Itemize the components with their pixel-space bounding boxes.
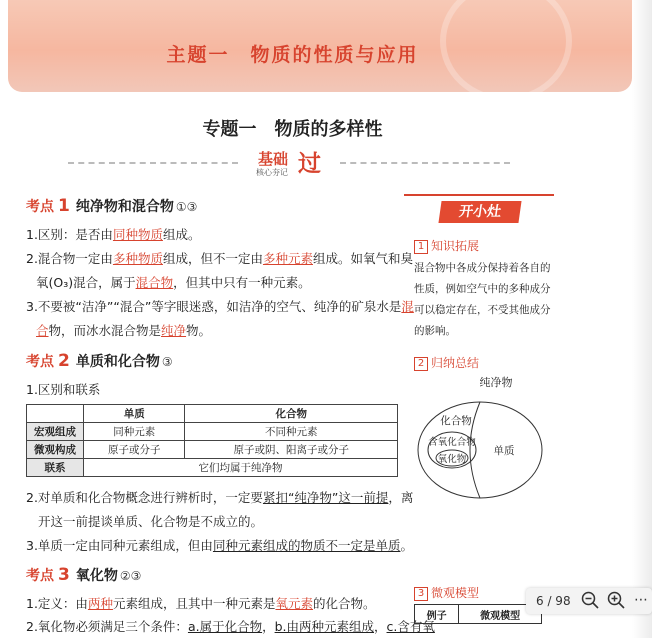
side-panel-rule [404,194,554,196]
underlined-text: b.由两种元素组成 [274,619,375,634]
text: ， [262,619,275,634]
row-header: 联系 [27,459,84,477]
text: 2.对单质和化合物概念进行辨析时，一定要 [26,490,263,505]
text: ，但其中只有一种元素。 [173,275,311,290]
basic-badge-sub: 核心夯记 [256,168,288,177]
side-heading-3 [414,584,479,601]
text-line [26,297,414,315]
section-label: 考点 [26,568,54,584]
text: 。 [400,538,413,553]
text-line [26,617,435,635]
text-line [26,488,413,506]
section-label: 考点 [26,199,54,215]
text: 1.区别和联系 [26,382,101,397]
subject-title: 专题一 物质的多样性 [202,119,383,140]
row-header: 微观构成 [27,441,84,459]
text: ，离 [388,490,414,505]
table-header-row [415,605,542,624]
venn-outer [418,402,542,498]
table-cell: 原子或阴、阳离子或分子 [185,441,398,459]
side-heading-number: 3 [414,587,428,601]
table-header-cell: 化合物 [185,405,398,423]
zoom-in-icon[interactable] [606,590,626,610]
basic-badge-big: 过 [298,151,321,177]
table-row [27,459,398,477]
text: 组成，但不一定由 [162,251,263,266]
text: 氧(O₃)混合，属于 [36,275,136,290]
side-heading-text: 归纳总结 [431,356,480,370]
text: 3.不要被“洁净”“混合”等字眼迷惑，如洁净的空气、纯净的矿泉水是 [26,299,402,314]
page-indicator[interactable]: 6 / 98 [536,594,571,608]
row-header: 宏观组成 [27,423,84,441]
text: 物，而冰水混合物是 [48,323,162,338]
highlight: 同种物质 [112,227,163,242]
table-header-cell: 单质 [84,405,185,423]
text: 1.定义：由 [26,596,88,611]
basic-divider [68,148,508,178]
underlined-text: 同种元素组成的物质不一定是单质 [212,538,401,553]
basic-badge [256,148,340,178]
text: 的化合物。 [312,596,376,611]
table-cell: 不同种元素 [185,423,398,441]
banner-title: 主题一 物质的性质与应用 [166,44,419,66]
section-title: 单质和化合物 [75,354,160,370]
side-paragraph: 混合物中各成分保持着各自的性质，例如空气中的多种成分可以稳定存在，不受其他成分的影响。 [414,262,551,337]
side-heading-text: 知识拓展 [431,239,480,253]
section-refs: ③ [161,355,173,369]
side-heading-text: 微观模型 [431,586,480,600]
text: 元素组成，且其中一种元素是 [112,596,276,611]
text-line [26,225,200,243]
text: 1.区别：是否由 [26,227,113,242]
more-options-icon[interactable]: ⋯ [634,592,648,608]
divider-dash-left [68,162,238,164]
text: 物。 [186,323,212,338]
text: 3.单质一定由同种元素组成，但由 [26,538,213,553]
side-heading-1 [414,237,479,254]
table-header-cell: 微观模型 [459,605,542,624]
section-label: 考点 [26,354,54,370]
text-line [26,249,413,267]
text: 组成。如氧气和臭 [312,251,413,266]
text-line [36,273,311,291]
side-heading-2 [414,354,479,371]
section-heading-2 [26,351,173,371]
highlight: 多种元素 [262,251,313,266]
section-refs: ①③ [175,200,198,214]
underlined-text: c.含有氧 [386,619,435,634]
table-row [27,423,398,441]
section-number: 1 [58,196,70,216]
basic-badge-text: 基础 [258,150,289,168]
divider-dash-right [340,162,510,164]
table-cell: 原子或分子 [84,441,185,459]
text-line [38,512,263,530]
venn-label-compound: 化合物 [440,415,472,427]
highlight: 合 [36,323,49,338]
table-cell: 同种元素 [84,423,185,441]
text: 2.氧化物必须满足三个条件： [26,619,188,634]
text-line [26,536,413,554]
highlight: 多种物质 [112,251,163,266]
highlight: 两种 [87,596,113,611]
classification-venn-diagram [414,374,544,500]
venn-label-oxy: 含氧化合物 [428,437,476,448]
section-refs: ②③ [119,569,142,583]
section-title: 纯净物和混合物 [75,199,174,215]
side-panel-badge: 开小灶 [438,201,521,223]
highlight: 氧元素 [275,596,313,611]
venn-label-pure: 纯净物 [479,376,513,389]
highlight: 混 [401,299,414,314]
highlight: 混合物 [135,275,174,290]
section-title: 氧化物 [75,568,118,584]
underlined-text: 紧扣“纯净物”这一前提 [262,490,389,505]
underlined-text: a.属于化合物 [187,619,263,634]
viewer-toolbar [526,588,652,614]
text: 2.混合物一定由 [26,251,113,266]
table-header-cell: 例子 [415,605,459,624]
text: ， [374,619,387,634]
text: 组成。 [162,227,201,242]
page-edge [632,0,652,638]
section-heading-1 [26,196,197,216]
comparison-table [26,404,398,477]
side-heading-number: 2 [414,357,428,371]
text-line [26,380,100,398]
section-number: 3 [58,565,70,585]
table-cell: 它们均属于纯净物 [84,459,398,477]
section-number: 2 [58,351,70,371]
zoom-out-icon[interactable] [580,590,600,610]
highlight: 纯净 [161,323,187,338]
text-line [26,594,376,612]
text: 开这一前提谈单质、化合物是不成立的。 [38,514,264,529]
venn-label-oxide: 氧化物 [437,454,467,465]
venn-label-element: 单质 [493,445,515,457]
table-row [27,441,398,459]
table-header-row [27,405,398,423]
micro-model-table [414,604,542,624]
table-header-cell [27,405,84,423]
text-line [36,321,211,339]
section-heading-3 [26,565,141,585]
side-heading-number: 1 [414,240,428,254]
